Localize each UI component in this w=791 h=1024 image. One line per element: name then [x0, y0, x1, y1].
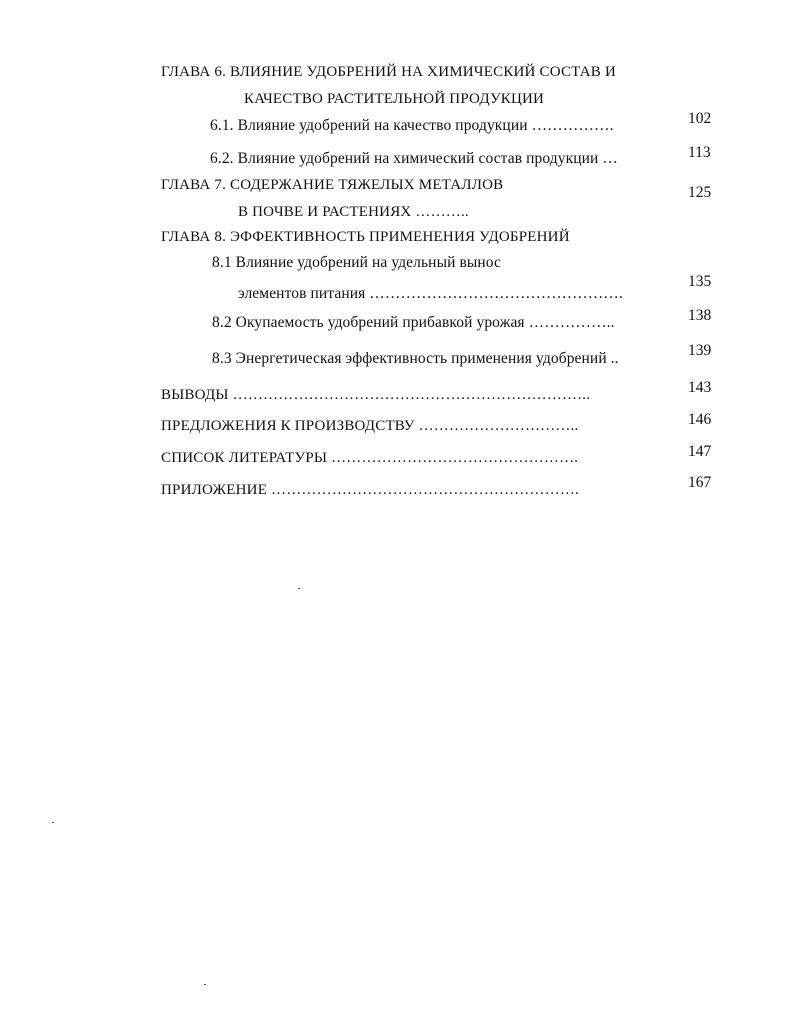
scan-speck [204, 984, 206, 985]
literature-page: 147 [688, 443, 712, 460]
proposals-entry: ПРЕДЛОЖЕНИЯ К ПРОИЗВОДСТВУ ………………………….. [161, 418, 579, 434]
section-8-3-entry: 8.3 Энергетическая эффективность применения удобрений .. [212, 350, 619, 367]
appendix-page: 167 [688, 474, 712, 491]
section-6-1-entry: 6.1. Влияние удобрений на качество продукции ……………. [210, 117, 614, 134]
section-8-1-entry-line-2: элементов питания …………………………………………. [238, 285, 623, 302]
chapter-7-page: 125 [688, 184, 712, 201]
section-8-3-page: 139 [688, 342, 712, 359]
section-8-2-entry: 8.2 Окупаемость удобрений прибавкой урожая …………….. [212, 314, 615, 331]
section-8-1-page: 135 [688, 273, 712, 290]
scan-speck [52, 822, 54, 823]
section-6-2-entry: 6.2. Влияние удобрений на химический состав продукции … [210, 150, 618, 167]
chapter-7-title-line-1: ГЛАВА 7. СОДЕРЖАНИЕ ТЯЖЕЛЫХ МЕТАЛЛОВ [161, 177, 504, 193]
literature-entry: СПИСОК ЛИТЕРАТУРЫ …………………………………………. [161, 450, 579, 466]
proposals-page: 146 [688, 411, 712, 428]
appendix-entry: ПРИЛОЖЕНИЕ ……………………………………………………. [161, 482, 579, 498]
section-6-1-page: 102 [688, 110, 712, 127]
conclusions-entry: ВЫВОДЫ …………………………………………………………….. [161, 387, 591, 403]
chapter-8-title: ГЛАВА 8. ЭФФЕКТИВНОСТЬ ПРИМЕНЕНИЯ УДОБРЕНИЙ [161, 229, 570, 245]
section-6-2-page: 113 [688, 144, 711, 161]
section-8-1-entry-line-1: 8.1 Влияние удобрений на удельный вынос [212, 254, 501, 271]
section-8-2-page: 138 [688, 307, 712, 324]
conclusions-page: 143 [688, 379, 712, 396]
chapter-6-title-line-1: ГЛАВА 6. ВЛИЯНИЕ УДОБРЕНИЙ НА ХИМИЧЕСКИЙ СОСТАВ И [161, 64, 616, 80]
chapter-6-title-line-2: КАЧЕСТВО РАСТИТЕЛЬНОЙ ПРОДУКЦИИ [244, 91, 545, 107]
scan-speck [298, 588, 300, 589]
chapter-7-title-line-2: В ПОЧВЕ И РАСТЕНИЯХ ……….. [238, 204, 469, 220]
